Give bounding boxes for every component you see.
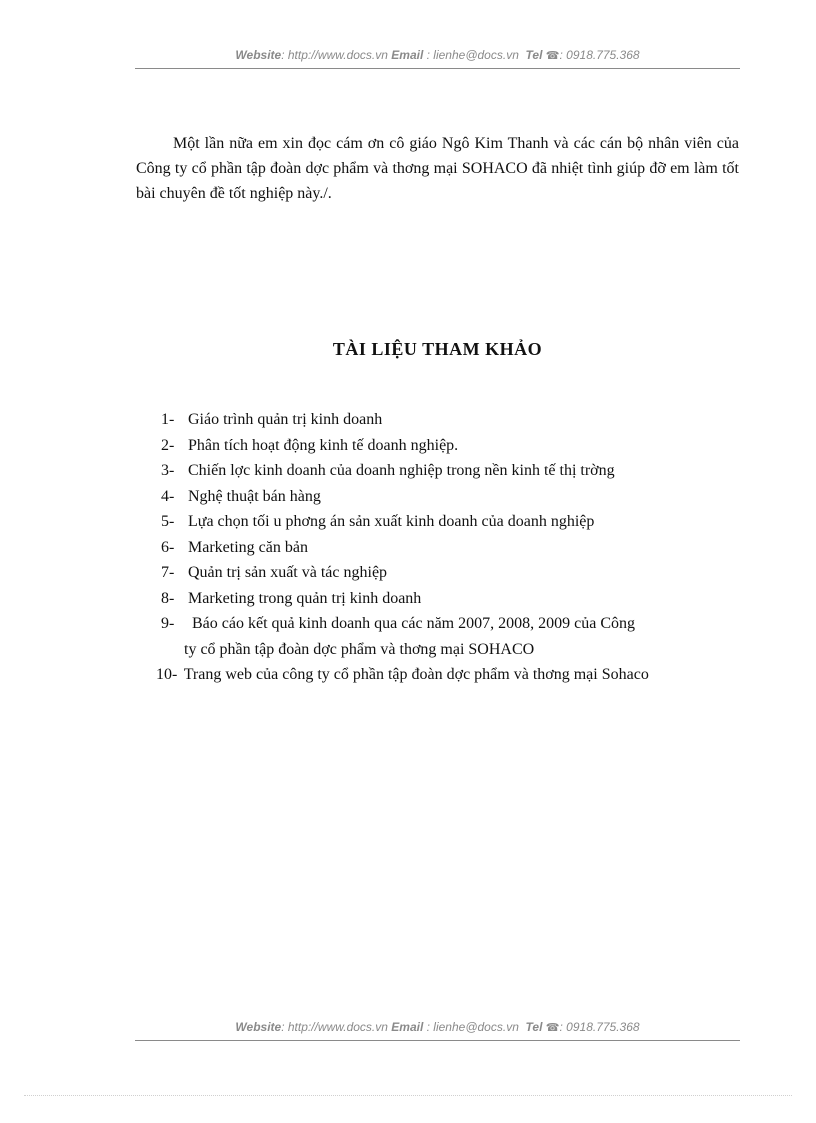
list-item: 8- Marketing trong quản trị kinh doanh [161, 589, 422, 607]
tel-label: Tel [525, 48, 543, 62]
list-item: 10- Trang web của công ty cổ phần tập đoàn dợc phẩm và thơng mại Sohaco [156, 666, 649, 683]
tel-label: Tel [525, 1020, 543, 1034]
references-list [136, 407, 736, 688]
website-value: : http://www.docs.vn [281, 48, 388, 62]
telephone-icon: ☎ [545, 1022, 560, 1034]
telephone-icon: ☎ [545, 50, 560, 62]
email-value: : lienhe@docs.vn [423, 1020, 519, 1034]
website-label: Website [235, 1020, 282, 1034]
website-value: : http://www.docs.vn [281, 1020, 388, 1034]
list-item: 7- Quản trị sản xuất và tác nghiệp [161, 564, 388, 581]
email-value: : lienhe@docs.vn [423, 48, 519, 62]
list-item: 6- Marketing căn bản [161, 538, 308, 556]
list-item: 3- Chiến lợc kinh doanh của doanh nghiệp trong nền kinh tế thị trờng [161, 462, 615, 479]
acknowledgement-paragraph: Một lần nữa em xin đọc cám ơn cô giáo Ngô Kim Thanh và các cán bộ nhân viên của Công ty cổ phần tập đoàn dợc phẩm và thơng mại SOHACO đã nhiệt tình giúp đỡ em làm tốt bài chuyên đề tốt nghiệp này./. [136, 135, 739, 202]
page-header [135, 48, 740, 69]
tel-value: : 0918.775.368 [559, 1020, 640, 1034]
page-bottom-divider [24, 1095, 792, 1096]
list-item: 2- Phân tích hoạt động kinh tế doanh nghiệp. [161, 436, 459, 454]
list-item: 1- Giáo trình quản trị kinh doanh [161, 411, 383, 428]
references-title: TÀI LIỆU THAM KHẢO [332, 339, 543, 359]
list-item: 5- Lựa chọn tối u phơng án sản xuất kinh doanh của doanh nghiệp [161, 513, 595, 530]
website-label: Website [235, 48, 282, 62]
page-footer [135, 1020, 740, 1041]
list-item: 9- Báo cáo kết quả kinh doanh qua các năm 2007, 2008, 2009 của Công ty cổ phần tập đoàn dợc phẩm và thơng mại SOHACO [161, 615, 635, 658]
tel-value: : 0918.775.368 [559, 48, 640, 62]
list-item: 4- Nghệ thuật bán hàng [161, 487, 321, 505]
email-label: Email [391, 1020, 424, 1034]
email-label: Email [391, 48, 424, 62]
